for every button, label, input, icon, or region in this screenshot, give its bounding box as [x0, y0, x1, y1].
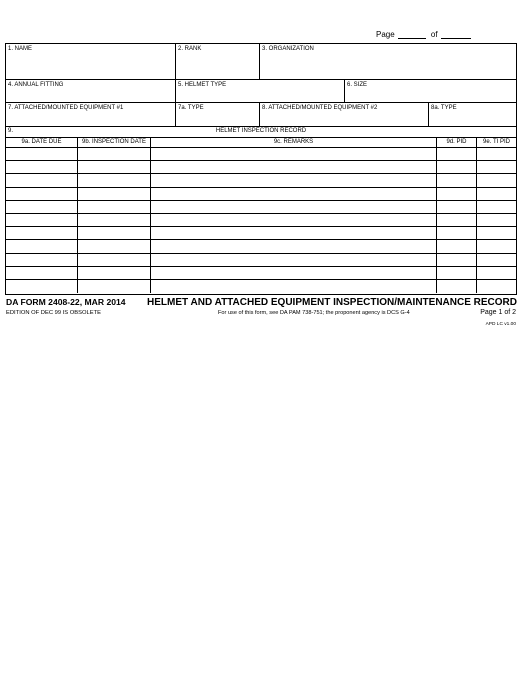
column-header-date-due: 9a. DATE DUE [6, 138, 78, 148]
table-cell-date-due [6, 254, 78, 267]
table-cell-pid [437, 267, 477, 280]
equipment-2-type-label: 8a. TYPE [431, 105, 457, 111]
pid-input[interactable] [437, 227, 476, 239]
table-cell-pid [437, 174, 477, 187]
inspection-date-input[interactable] [78, 240, 150, 252]
table-cell-inspection-date [78, 148, 151, 161]
size-label: 6. SIZE [347, 82, 368, 88]
ti-pid-input[interactable] [477, 174, 516, 186]
organization-label: 3. ORGANIZATION [262, 46, 314, 52]
table-cell-inspection-date [78, 267, 151, 280]
table-cell-pid [437, 227, 477, 240]
pid-input[interactable] [437, 201, 476, 213]
remarks-input[interactable] [151, 280, 436, 293]
ti-pid-input[interactable] [477, 148, 516, 160]
table-cell-pid [437, 188, 477, 201]
table-cell-date-due [6, 280, 78, 293]
page-total-field[interactable] [441, 30, 471, 39]
date-due-input[interactable] [6, 188, 77, 200]
remarks-input[interactable] [151, 161, 436, 173]
column-header-inspection-date: 9b. INSPECTION DATE [78, 138, 151, 148]
table-cell-remarks [151, 201, 437, 214]
name-label: 1. NAME [8, 46, 33, 52]
name-field[interactable] [6, 44, 176, 80]
equipment-2-label: 8. ATTACHED/MOUNTED EQUIPMENT #2 [262, 105, 378, 111]
inspection-date-input[interactable] [78, 280, 150, 293]
remarks-input[interactable] [151, 267, 436, 279]
inspection-date-input[interactable] [78, 188, 150, 200]
remarks-input[interactable] [151, 174, 436, 186]
date-due-input[interactable] [6, 254, 77, 266]
section-9-header [6, 127, 516, 138]
table-cell-date-due [6, 148, 78, 161]
pid-input[interactable] [437, 188, 476, 200]
table-cell-ti-pid [477, 174, 516, 187]
form-number: DA FORM 2408-22, MAR 2014 [6, 297, 126, 307]
pid-input[interactable] [437, 161, 476, 173]
pid-input[interactable] [437, 174, 476, 186]
inspection-date-input[interactable] [78, 148, 150, 160]
table-cell-ti-pid [477, 267, 516, 280]
version-label: APD LC v1.00 [485, 322, 516, 327]
date-due-input[interactable] [6, 148, 77, 160]
date-due-input[interactable] [6, 201, 77, 213]
ti-pid-input[interactable] [477, 254, 516, 266]
date-due-input[interactable] [6, 267, 77, 279]
table-cell-inspection-date [78, 254, 151, 267]
table-cell-inspection-date [78, 227, 151, 240]
page-number-line [376, 30, 474, 39]
table-cell-remarks [151, 174, 437, 187]
table-cell-remarks [151, 280, 437, 293]
remarks-input[interactable] [151, 227, 436, 239]
page-number-field[interactable] [398, 30, 426, 39]
table-cell-ti-pid [477, 254, 516, 267]
table-cell-date-due [6, 201, 78, 214]
table-cell-date-due [6, 267, 78, 280]
remarks-input[interactable] [151, 240, 436, 252]
date-due-input[interactable] [6, 227, 77, 239]
ti-pid-input[interactable] [477, 240, 516, 252]
table-cell-date-due [6, 240, 78, 253]
date-due-input[interactable] [6, 240, 77, 252]
table-cell-remarks [151, 267, 437, 280]
column-header-remarks: 9c. REMARKS [151, 138, 437, 148]
annual-fitting-label: 4. ANNUAL FITTING [8, 82, 64, 88]
table-cell-ti-pid [477, 161, 516, 174]
table-cell-remarks [151, 214, 437, 227]
pid-input[interactable] [437, 240, 476, 252]
rank-field[interactable] [176, 44, 260, 80]
section-9-number: 9. [8, 128, 14, 134]
table-cell-inspection-date [78, 214, 151, 227]
equipment-1-label: 7. ATTACHED/MOUNTED EQUIPMENT #1 [8, 105, 124, 111]
helmet-type-field[interactable] [176, 80, 345, 103]
table-cell-inspection-date [78, 240, 151, 253]
date-due-input[interactable] [6, 280, 77, 293]
table-cell-inspection-date [78, 188, 151, 201]
page-of-indicator: Page 1 of 2 [480, 309, 516, 316]
inspection-date-input[interactable] [78, 161, 150, 173]
date-due-input[interactable] [6, 161, 77, 173]
section-9-title: HELMET INSPECTION RECORD [215, 128, 307, 134]
table-cell-ti-pid [477, 280, 516, 293]
table-cell-remarks [151, 148, 437, 161]
table-cell-pid [437, 280, 477, 293]
pid-input[interactable] [437, 214, 476, 226]
of-label: of [430, 30, 438, 39]
inspection-date-input[interactable] [78, 254, 150, 266]
pid-input[interactable] [437, 148, 476, 160]
remarks-input[interactable] [151, 201, 436, 213]
helmet-type-label: 5. HELMET TYPE [178, 82, 227, 88]
table-cell-pid [437, 201, 477, 214]
ti-pid-input[interactable] [477, 267, 516, 279]
table-cell-remarks [151, 254, 437, 267]
table-cell-inspection-date [78, 201, 151, 214]
inspection-date-input[interactable] [78, 214, 150, 226]
remarks-input[interactable] [151, 254, 436, 266]
table-cell-date-due [6, 188, 78, 201]
table-cell-inspection-date [78, 174, 151, 187]
date-due-input[interactable] [6, 174, 77, 186]
table-cell-ti-pid [477, 227, 516, 240]
column-header-pid: 9d. PID [437, 138, 477, 148]
form-title: HELMET AND ATTACHED EQUIPMENT INSPECTION/MAINTENANCE RECORD [147, 297, 517, 308]
table-cell-pid [437, 240, 477, 253]
equipment-1-type-field[interactable] [176, 103, 260, 127]
table-cell-ti-pid [477, 240, 516, 253]
table-cell-pid [437, 161, 477, 174]
equipment-1-field[interactable] [6, 103, 176, 127]
table-cell-inspection-date [78, 161, 151, 174]
annual-fitting-field[interactable] [6, 80, 176, 103]
ti-pid-input[interactable] [477, 214, 516, 226]
equipment-2-field[interactable] [260, 103, 429, 127]
table-cell-date-due [6, 174, 78, 187]
ti-pid-input[interactable] [477, 188, 516, 200]
ti-pid-input[interactable] [477, 227, 516, 239]
table-cell-remarks [151, 188, 437, 201]
inspection-date-input[interactable] [78, 174, 150, 186]
pid-input[interactable] [437, 267, 476, 279]
equipment-1-type-label: 7a. TYPE [178, 105, 204, 111]
table-cell-remarks [151, 240, 437, 253]
table-cell-remarks [151, 227, 437, 240]
ti-pid-input[interactable] [477, 161, 516, 173]
page-label: Page [376, 30, 395, 39]
remarks-input[interactable] [151, 148, 436, 160]
size-field[interactable] [345, 80, 516, 103]
table-cell-date-due [6, 227, 78, 240]
table-cell-ti-pid [477, 148, 516, 161]
inspection-date-input[interactable] [78, 201, 150, 213]
date-due-input[interactable] [6, 214, 77, 226]
table-cell-pid [437, 148, 477, 161]
inspection-date-input[interactable] [78, 227, 150, 239]
pid-input[interactable] [437, 280, 476, 293]
ti-pid-input[interactable] [477, 280, 516, 293]
remarks-input[interactable] [151, 188, 436, 200]
column-header-ti-pid: 9e. TI PID [477, 138, 516, 148]
table-cell-date-due [6, 161, 78, 174]
edition-note: EDITION OF DEC 99 IS OBSOLETE [6, 310, 102, 316]
inspection-date-input[interactable] [78, 267, 150, 279]
ti-pid-input[interactable] [477, 201, 516, 213]
inspection-form [5, 43, 517, 295]
table-cell-ti-pid [477, 188, 516, 201]
table-cell-remarks [151, 161, 437, 174]
remarks-input[interactable] [151, 214, 436, 226]
proponent-note: For use of this form, see DA PAM 738-751; the proponent agency is DCS G-4 [218, 310, 410, 316]
pid-input[interactable] [437, 254, 476, 266]
table-cell-pid [437, 214, 477, 227]
equipment-2-type-field[interactable] [429, 103, 516, 127]
table-cell-pid [437, 254, 477, 267]
table-cell-inspection-date [78, 280, 151, 293]
table-cell-ti-pid [477, 201, 516, 214]
rank-label: 2. RANK [178, 46, 202, 52]
organization-field[interactable] [260, 44, 516, 80]
table-cell-ti-pid [477, 214, 516, 227]
table-cell-date-due [6, 214, 78, 227]
